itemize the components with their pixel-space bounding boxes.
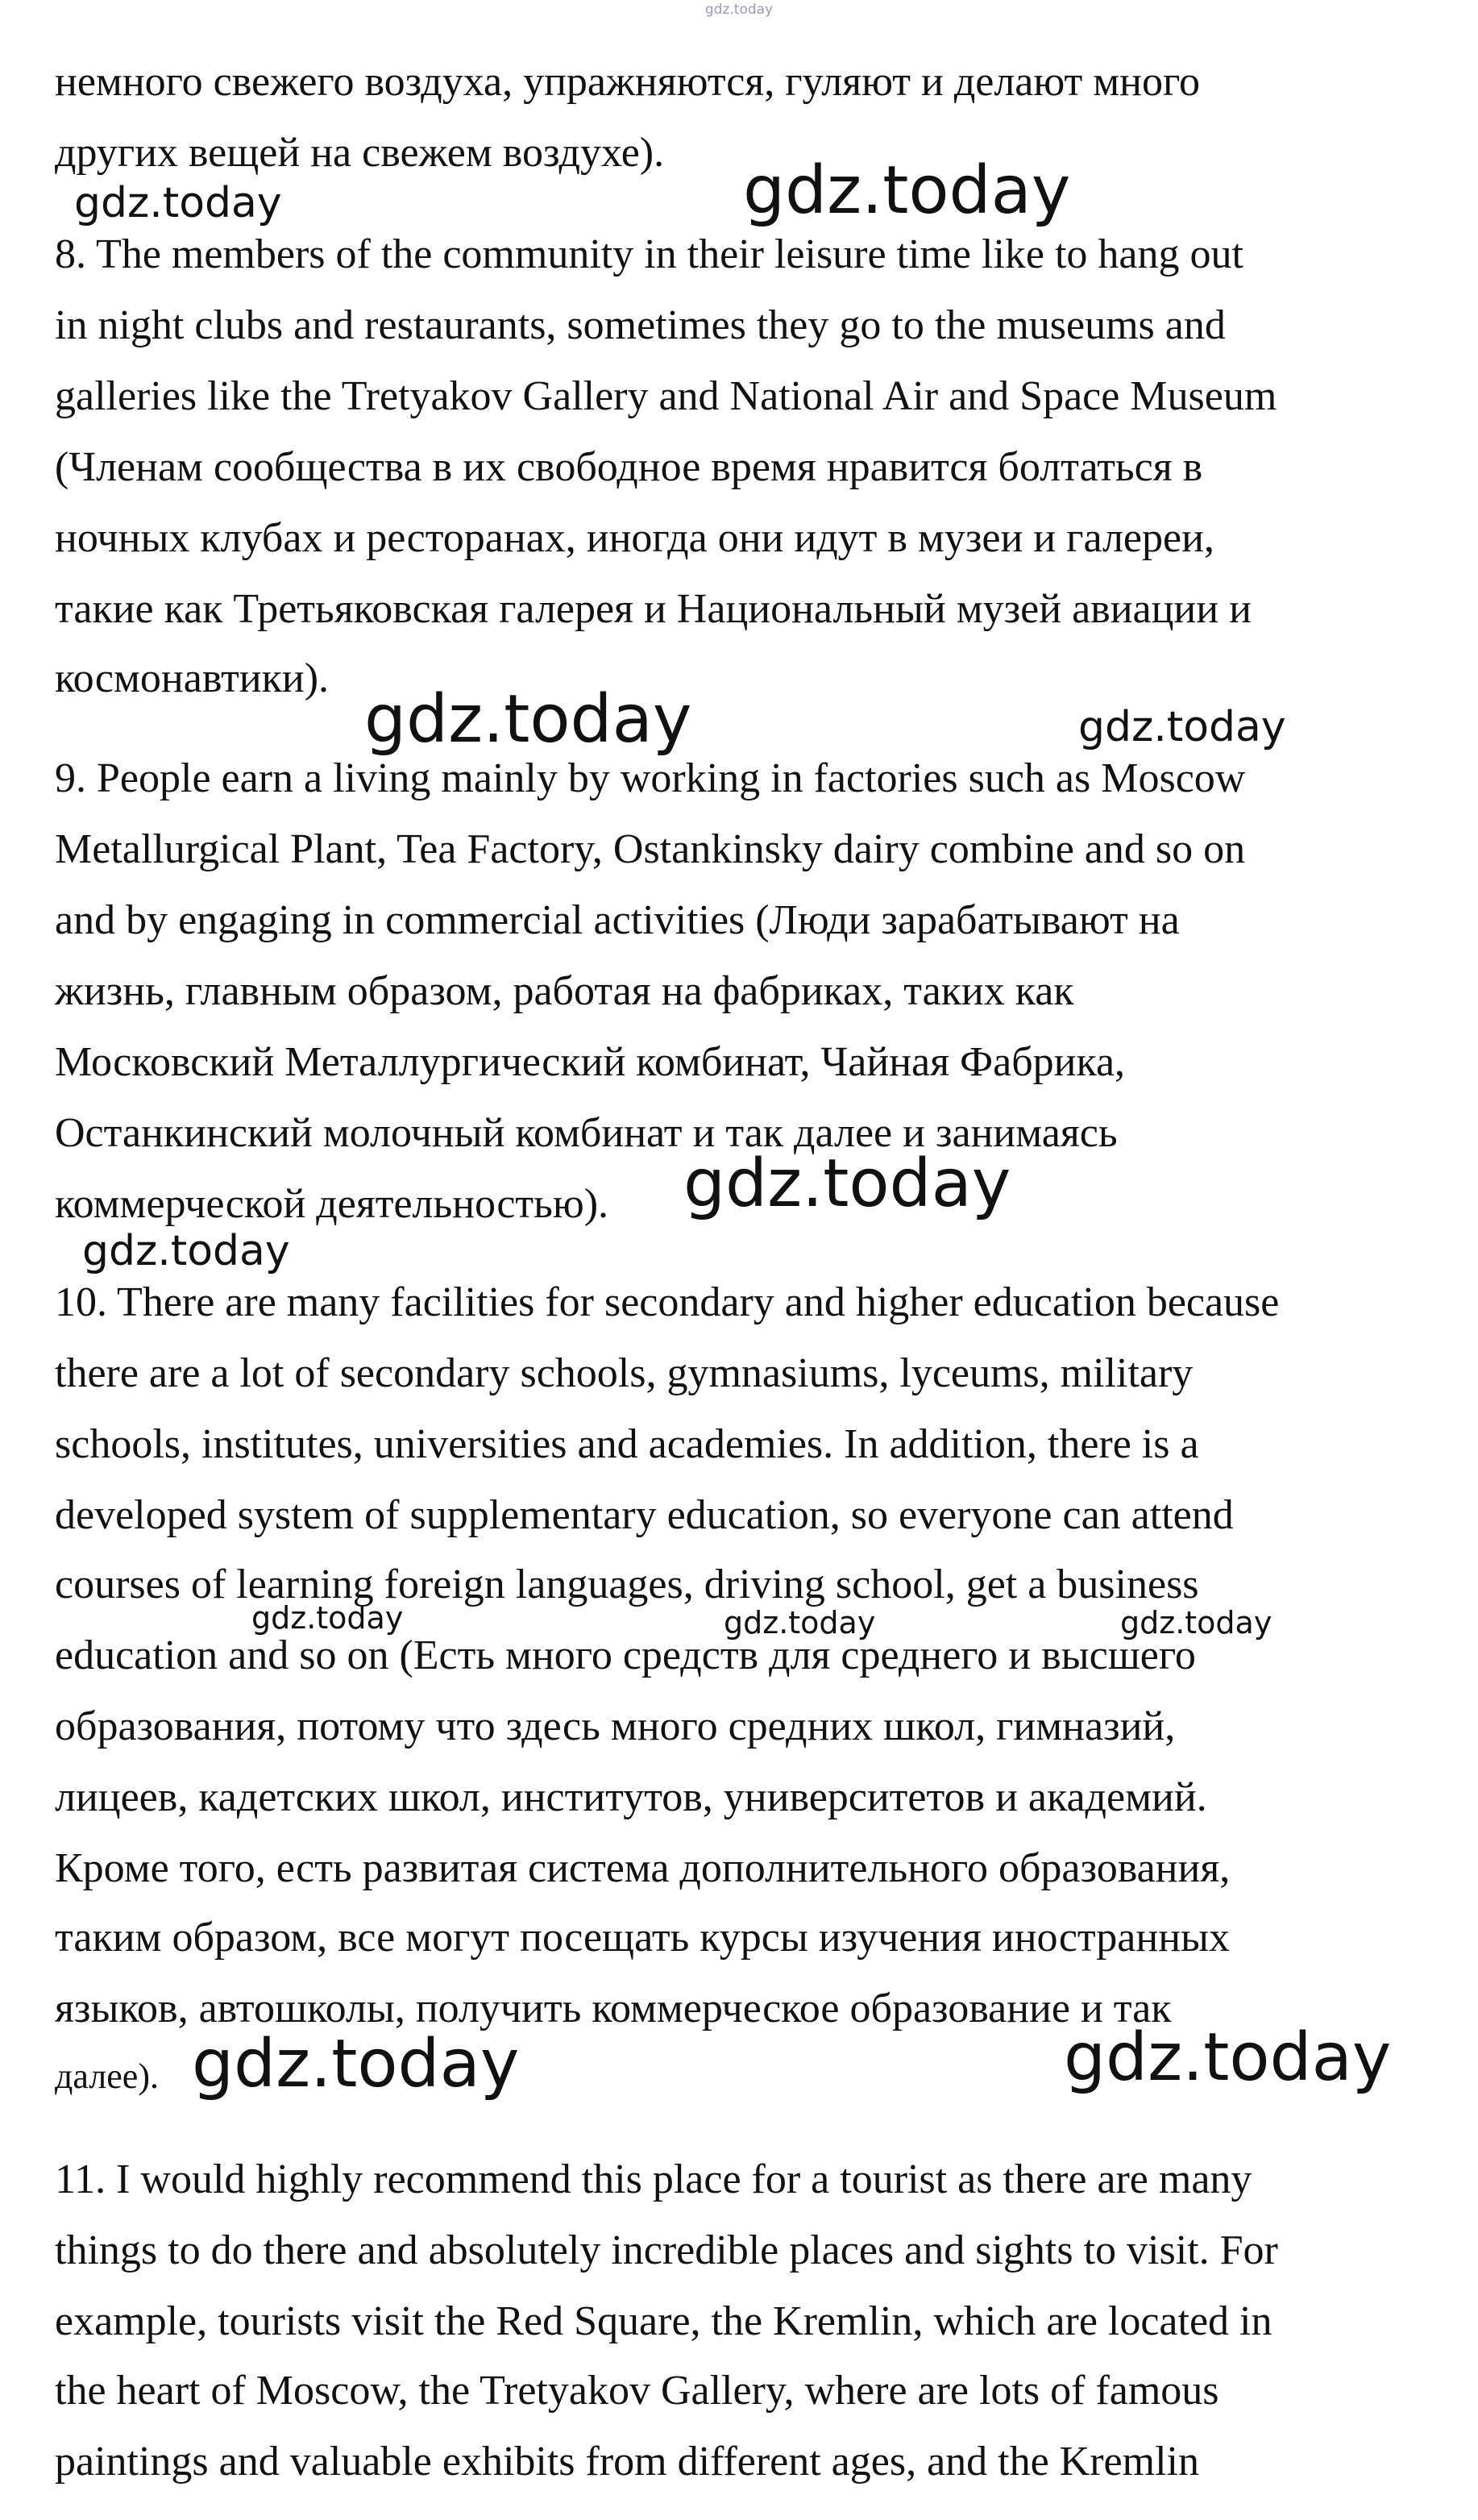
watermark: gdz.today xyxy=(74,179,282,227)
watermark: gdz.today xyxy=(683,1146,1011,1222)
watermark: gdz.today xyxy=(1078,703,1286,751)
text-line: there are a lot of secondary schools, gymnasiums, lyceums, military xyxy=(55,1350,1194,1396)
text-line: schools, institutes, universities and academies. In addition, there is a xyxy=(55,1421,1199,1467)
text-line: космонавтики). xyxy=(55,655,330,701)
text-line: таким образом, все могут посещать курсы изучения иностранных xyxy=(55,1915,1230,1961)
site-header-mark: gdz.today xyxy=(704,2,774,18)
watermark: gdz.today xyxy=(82,1227,290,1275)
text-line: example, tourists visit the Red Square, the Kremlin, which are located in xyxy=(55,2298,1272,2344)
text-line: and by engaging in commercial activities (Люди зарабатывают на xyxy=(55,897,1180,943)
text-line: Кроме того, есть развитая система дополнительного образования, xyxy=(55,1845,1231,1891)
text-line: galleries like the Tretyakov Gallery and National Air and Space Museum xyxy=(55,373,1277,419)
text-line: Metallurgical Plant, Tea Factory, Ostankinsky dairy combine and so on xyxy=(55,826,1246,872)
text-line: жизнь, главным образом, работая на фабриках, таких как xyxy=(55,968,1074,1014)
text-line: языков, автошколы, получить коммерческое образование и так xyxy=(55,1986,1172,2031)
watermark: gdz.today xyxy=(1064,2019,1392,2096)
watermark: gdz.today xyxy=(364,681,692,758)
text-line: 10. There are many facilities for secondary and higher education because xyxy=(55,1279,1280,1325)
text-line: образования, потому что здесь много средних школ, гимназий, xyxy=(55,1703,1176,1749)
text-line: education and so on (Есть много средств для среднего и высшего xyxy=(55,1632,1196,1678)
text-line: немного свежего воздуха, упражняются, гуляют и делают много xyxy=(55,59,1201,105)
watermark: gdz.today xyxy=(724,1605,876,1640)
text-line: (Членам сообщества в их свободное время нравится болтаться в xyxy=(55,444,1203,490)
text-line: 9. People earn a living mainly by working in factories such as Moscow xyxy=(55,755,1246,801)
text-line: далее). xyxy=(55,2056,159,2096)
text-line: лицеев, кадетских школ, институтов, университетов и академий. xyxy=(55,1774,1207,1820)
watermark: gdz.today xyxy=(251,1600,404,1636)
text-line: things to do there and absolutely incredible places and sights to visit. For xyxy=(55,2227,1278,2273)
text-line: the heart of Moscow, the Tretyakov Gallery, where are lots of famous xyxy=(55,2368,1219,2414)
text-line: paintings and valuable exhibits from different ages, and the Kremlin xyxy=(55,2439,1199,2485)
watermark: gdz.today xyxy=(743,152,1071,229)
text-line: других вещей на свежем воздухе). xyxy=(55,130,665,176)
text-line: Московский Металлургический комбинат, Чайная Фабрика, xyxy=(55,1039,1126,1085)
watermark: gdz.today xyxy=(1120,1605,1272,1640)
text-line: courses of learning foreign languages, driving school, get a business xyxy=(55,1561,1199,1607)
text-line: коммерческой деятельностью). xyxy=(55,1181,609,1227)
text-line: developed system of supplementary education, so everyone can attend xyxy=(55,1492,1234,1538)
watermark: gdz.today xyxy=(192,2026,520,2102)
text-line: 8. The members of the community in their leisure time like to hang out xyxy=(55,231,1243,277)
text-line: 11. I would highly recommend this place for a tourist as there are many xyxy=(55,2156,1252,2202)
text-line: in night clubs and restaurants, sometimes they go to the museums and xyxy=(55,302,1226,348)
text-line: ночных клубах и ресторанах, иногда они идут в музеи и галереи, xyxy=(55,515,1214,561)
text-line: такие как Третьяковская галерея и Национальный музей авиации и xyxy=(55,586,1252,632)
text-line: Останкинский молочный комбинат и так далее и занимаясь xyxy=(55,1110,1118,1156)
